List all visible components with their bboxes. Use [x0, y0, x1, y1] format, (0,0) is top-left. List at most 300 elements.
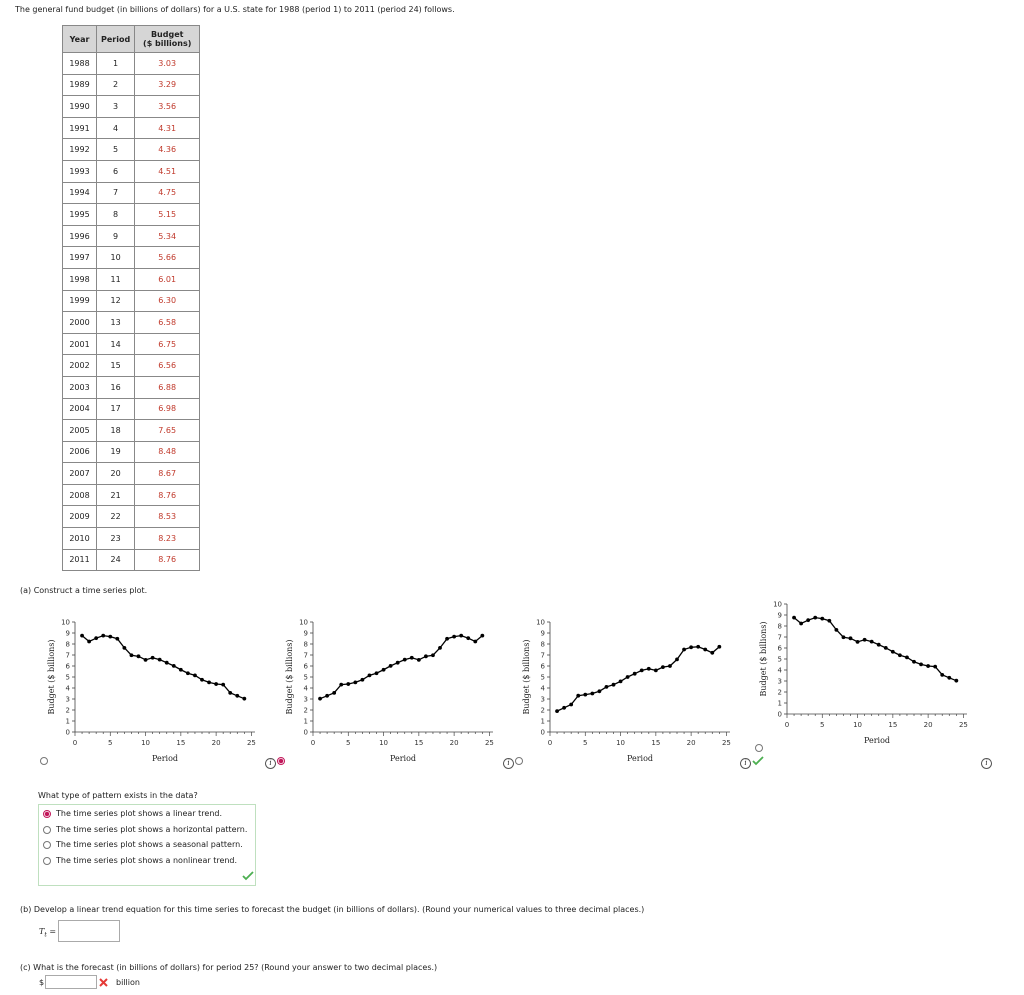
y-tick-label: 2 [65, 706, 70, 715]
table-row [63, 441, 200, 463]
y-tick-label: 4 [540, 684, 545, 693]
col-budget: Budget ($ billions) [135, 26, 200, 53]
period-cell: 2 [97, 74, 135, 96]
x-tick-label: 5 [583, 739, 588, 747]
y-tick-label: 0 [65, 728, 70, 737]
year-cell: 2000 [63, 312, 97, 334]
data-point [891, 650, 895, 654]
data-point [445, 637, 449, 641]
y-tick-label: 10 [299, 618, 308, 627]
check-icon [752, 756, 764, 766]
x-tick-label: 15 [651, 739, 661, 747]
data-point [431, 653, 435, 657]
y-tick-label: 9 [540, 629, 545, 638]
col-year: Year [63, 26, 97, 53]
year-cell: 2004 [63, 398, 97, 420]
year-cell: 2010 [63, 528, 97, 550]
data-point [214, 682, 218, 686]
y-tick-label: 7 [540, 651, 545, 660]
y-tick-label: 6 [540, 662, 545, 671]
period-cell: 22 [97, 506, 135, 528]
data-point [668, 664, 672, 668]
period-cell: 17 [97, 398, 135, 420]
data-point [200, 678, 204, 682]
x-tick-label: 10 [141, 739, 151, 747]
data-point [717, 645, 721, 649]
y-tick-label: 1 [540, 717, 545, 726]
trend-equation-input[interactable] [58, 920, 120, 942]
y-tick-label: 3 [540, 695, 545, 704]
data-point [813, 616, 817, 620]
y-tick-label: 4 [777, 666, 782, 675]
budget-cell: 8.67 [135, 463, 200, 485]
y-tick-label: 7 [777, 633, 782, 642]
budget-cell: 6.88 [135, 376, 200, 398]
series-line [320, 636, 482, 699]
y-tick-label: 7 [303, 651, 308, 660]
data-point [640, 669, 644, 673]
data-point [626, 675, 630, 679]
data-point [339, 683, 343, 687]
table-row [63, 355, 200, 377]
x-tick-label: 0 [547, 739, 553, 747]
x-tick-label: 25 [958, 721, 968, 729]
series-line [794, 618, 956, 681]
data-point [820, 617, 824, 621]
data-point [877, 643, 881, 647]
budget-cell: 5.34 [135, 225, 200, 247]
data-point [654, 669, 658, 673]
check-icon [242, 871, 254, 881]
data-point [576, 694, 580, 698]
data-point [151, 656, 155, 660]
radio-icon[interactable] [43, 857, 51, 865]
col-period: Period [97, 26, 135, 53]
x-tick-label: 25 [246, 739, 256, 747]
x-tick-label: 25 [484, 739, 494, 747]
info-icon[interactable]: i [740, 758, 751, 769]
budget-cell: 6.01 [135, 268, 200, 290]
x-axis-label: Period [626, 754, 654, 763]
radio-icon[interactable] [43, 841, 51, 849]
period-cell: 1 [97, 53, 135, 75]
y-tick-label: 7 [65, 651, 70, 660]
data-point [389, 664, 393, 668]
data-point [870, 640, 874, 644]
data-point [947, 676, 951, 680]
data-point [193, 673, 197, 677]
data-point [898, 653, 902, 657]
series-line [82, 636, 244, 699]
pattern-question: What type of pattern exists in the data? [38, 791, 198, 800]
x-tick-label: 15 [888, 721, 898, 729]
y-tick-label: 9 [777, 611, 782, 620]
data-point [661, 665, 665, 669]
data-point [583, 693, 587, 697]
data-point [221, 683, 225, 687]
data-point [332, 691, 336, 695]
data-point [569, 703, 573, 707]
period-cell: 19 [97, 441, 135, 463]
data-point [926, 664, 930, 668]
x-axis-label: Period [863, 736, 891, 745]
plot-option-3-radio[interactable] [515, 757, 523, 765]
budget-cell: 8.76 [135, 549, 200, 571]
x-tick-label: 5 [820, 721, 825, 729]
data-point [452, 635, 456, 639]
data-point [403, 658, 407, 662]
x-tick-label: 20 [923, 721, 933, 729]
period-cell: 7 [97, 182, 135, 204]
data-point [459, 634, 463, 638]
period-cell: 24 [97, 549, 135, 571]
year-cell: 1996 [63, 225, 97, 247]
data-point [633, 672, 637, 676]
budget-cell: 4.36 [135, 139, 200, 161]
data-point [619, 680, 623, 684]
data-point [94, 636, 98, 640]
budget-cell: 6.98 [135, 398, 200, 420]
year-cell: 2006 [63, 441, 97, 463]
period-cell: 5 [97, 139, 135, 161]
info-icon[interactable]: i [981, 758, 992, 769]
period-cell: 20 [97, 463, 135, 485]
data-point [597, 689, 601, 693]
period-cell: 13 [97, 312, 135, 334]
year-cell: 1999 [63, 290, 97, 312]
budget-cell: 6.75 [135, 333, 200, 355]
data-point [172, 664, 176, 668]
year-cell: 2001 [63, 333, 97, 355]
y-tick-label: 8 [540, 640, 545, 649]
currency-symbol: $ [39, 978, 45, 987]
data-point [919, 662, 923, 666]
data-point [682, 648, 686, 652]
data-point [410, 656, 414, 660]
data-point [940, 673, 944, 677]
year-cell: 2003 [63, 376, 97, 398]
data-point [242, 697, 246, 701]
data-point [863, 638, 867, 642]
data-point [115, 637, 119, 641]
data-point [605, 685, 609, 689]
x-tick-label: 5 [346, 739, 351, 747]
pattern-option-linear[interactable]: The time series plot shows a linear trend. [43, 809, 222, 818]
data-point [144, 658, 148, 662]
pattern-option-nonlinear[interactable]: The time series plot shows a nonlinear trend. [43, 856, 237, 865]
data-point [165, 661, 169, 665]
period-cell: 4 [97, 117, 135, 139]
x-tick-label: 10 [853, 721, 863, 729]
data-point [834, 628, 838, 632]
data-point [80, 634, 84, 638]
y-tick-label: 1 [65, 717, 70, 726]
table-row [63, 398, 200, 420]
data-point [856, 640, 860, 644]
forecast-input[interactable] [45, 975, 97, 989]
data-point [954, 679, 958, 683]
data-point [675, 658, 679, 662]
data-point [101, 634, 105, 638]
data-point [87, 640, 91, 644]
unit-label: billion [116, 978, 140, 987]
period-cell: 12 [97, 290, 135, 312]
data-point [235, 694, 239, 698]
y-axis-label: Budget ($ billions) [285, 639, 294, 715]
period-cell: 15 [97, 355, 135, 377]
trend-label: $T_t$ = [39, 927, 57, 939]
table-row [63, 290, 200, 312]
data-point [346, 682, 350, 686]
period-cell: 6 [97, 160, 135, 182]
data-point [466, 636, 470, 640]
x-tick-label: 15 [414, 739, 424, 747]
y-tick-label: 5 [303, 673, 308, 682]
period-cell: 10 [97, 247, 135, 269]
data-point [325, 694, 329, 698]
data-point [555, 709, 559, 713]
x-tick-label: 20 [449, 739, 459, 747]
budget-cell: 8.76 [135, 484, 200, 506]
info-icon[interactable]: i [265, 758, 276, 769]
y-tick-label: 3 [777, 677, 782, 686]
y-tick-label: 0 [540, 728, 545, 737]
period-cell: 21 [97, 484, 135, 506]
y-tick-label: 8 [65, 640, 70, 649]
plot-option-1 [45, 618, 265, 768]
data-point [179, 668, 183, 672]
x-tick-label: 20 [686, 739, 696, 747]
y-tick-label: 5 [540, 673, 545, 682]
pattern-option-horizontal[interactable]: The time series plot shows a horizontal pattern. [43, 825, 247, 834]
budget-cell: 6.30 [135, 290, 200, 312]
budget-cell: 4.75 [135, 182, 200, 204]
year-cell: 1989 [63, 74, 97, 96]
budget-cell: 8.53 [135, 506, 200, 528]
year-cell: 1994 [63, 182, 97, 204]
wrong-icon [99, 978, 108, 987]
year-cell: 1991 [63, 117, 97, 139]
data-point [710, 651, 714, 655]
budget-cell: 7.65 [135, 420, 200, 442]
y-tick-label: 6 [303, 662, 308, 671]
y-tick-label: 3 [303, 695, 308, 704]
y-tick-label: 1 [303, 717, 308, 726]
year-cell: 1995 [63, 204, 97, 226]
y-tick-label: 9 [65, 629, 70, 638]
data-point [703, 648, 707, 652]
year-cell: 2002 [63, 355, 97, 377]
budget-cell: 6.58 [135, 312, 200, 334]
y-tick-label: 0 [303, 728, 308, 737]
table-row [63, 549, 200, 571]
year-cell: 1997 [63, 247, 97, 269]
y-tick-label: 2 [777, 688, 782, 697]
year-cell: 2009 [63, 506, 97, 528]
period-cell: 9 [97, 225, 135, 247]
plot-option-4 [757, 600, 977, 750]
data-point [480, 634, 484, 638]
intro-text: The general fund budget (in billions of dollars) for a U.S. state for 1988 (period 1) to 2011 (period 24) follows. [15, 5, 455, 14]
table-row [63, 247, 200, 269]
data-point [647, 667, 651, 671]
data-point [562, 706, 566, 710]
data-point [849, 636, 853, 640]
y-tick-label: 4 [65, 684, 70, 693]
data-point [424, 654, 428, 658]
table-row [63, 463, 200, 485]
pattern-option-seasonal[interactable]: The time series plot shows a seasonal pattern. [43, 840, 243, 849]
y-axis-label: Budget ($ billions) [47, 639, 56, 715]
period-cell: 16 [97, 376, 135, 398]
y-tick-label: 6 [65, 662, 70, 671]
table-row [63, 268, 200, 290]
x-axis-label: Period [389, 754, 417, 763]
y-tick-label: 5 [65, 673, 70, 682]
plot-option-1-radio[interactable] [40, 757, 48, 765]
y-tick-label: 10 [536, 618, 545, 627]
year-cell: 2005 [63, 420, 97, 442]
x-tick-label: 0 [72, 739, 78, 747]
period-cell: 18 [97, 420, 135, 442]
series-line [557, 647, 719, 711]
table-row [63, 74, 200, 96]
table-row [63, 117, 200, 139]
budget-cell: 6.56 [135, 355, 200, 377]
data-point [122, 646, 126, 650]
table-row [63, 376, 200, 398]
x-tick-label: 15 [176, 739, 186, 747]
table-row [63, 484, 200, 506]
plot-option-3 [520, 618, 740, 768]
year-cell: 1990 [63, 96, 97, 118]
data-point [417, 658, 421, 662]
budget-cell: 5.66 [135, 247, 200, 269]
year-cell: 1992 [63, 139, 97, 161]
part-a-label: (a) Construct a time series plot. [20, 586, 148, 595]
period-cell: 23 [97, 528, 135, 550]
y-tick-label: 2 [540, 706, 545, 715]
y-axis-label: Budget ($ billions) [759, 621, 768, 697]
budget-cell: 4.51 [135, 160, 200, 182]
x-tick-label: 10 [379, 739, 389, 747]
y-tick-label: 4 [303, 684, 308, 693]
table-row [63, 139, 200, 161]
year-cell: 1998 [63, 268, 97, 290]
info-icon[interactable]: i [503, 758, 514, 769]
table-row [63, 506, 200, 528]
y-tick-label: 3 [65, 695, 70, 704]
data-point [318, 697, 322, 701]
x-tick-label: 0 [784, 721, 790, 729]
x-tick-label: 0 [310, 739, 316, 747]
data-point [396, 661, 400, 665]
y-tick-label: 10 [61, 618, 70, 627]
radio-icon[interactable] [43, 826, 51, 834]
y-tick-label: 8 [777, 622, 782, 631]
budget-cell: 3.03 [135, 53, 200, 75]
budget-cell: 5.15 [135, 204, 200, 226]
y-axis-label: Budget ($ billions) [522, 639, 531, 715]
y-tick-label: 1 [777, 699, 782, 708]
data-point [912, 660, 916, 664]
data-point [186, 671, 190, 675]
data-point [799, 622, 803, 626]
year-cell: 2007 [63, 463, 97, 485]
budget-cell: 3.56 [135, 96, 200, 118]
plot-option-2-radio[interactable] [277, 757, 285, 765]
data-point [228, 691, 232, 695]
year-cell: 1993 [63, 160, 97, 182]
period-cell: 11 [97, 268, 135, 290]
budget-cell: 3.29 [135, 74, 200, 96]
data-point [473, 640, 477, 644]
y-tick-label: 5 [777, 655, 782, 664]
table-row [63, 53, 200, 75]
data-point [382, 668, 386, 672]
period-cell: 8 [97, 204, 135, 226]
data-point [884, 646, 888, 650]
data-point [207, 680, 211, 684]
x-tick-label: 20 [211, 739, 221, 747]
budget-cell: 8.23 [135, 528, 200, 550]
data-point [590, 692, 594, 696]
year-cell: 2008 [63, 484, 97, 506]
data-point [806, 618, 810, 622]
data-point [612, 683, 616, 687]
data-point [375, 671, 379, 675]
y-tick-label: 0 [777, 710, 782, 719]
plot-option-4-radio[interactable] [755, 744, 763, 752]
table-row [63, 96, 200, 118]
x-tick-label: 5 [108, 739, 113, 747]
data-point [696, 645, 700, 649]
data-point [842, 635, 846, 639]
data-point [689, 645, 693, 649]
data-point [827, 619, 831, 623]
period-cell: 14 [97, 333, 135, 355]
x-tick-label: 10 [616, 739, 626, 747]
data-point [108, 635, 112, 639]
table-row [63, 312, 200, 334]
part-c-text: (c) What is the forecast (in billions of dollars) for period 25? (Round your answer to two decimal places.) [20, 963, 438, 972]
table-row [63, 420, 200, 442]
data-point [905, 655, 909, 659]
x-axis-label: Period [151, 754, 179, 763]
data-point [360, 678, 364, 682]
y-tick-label: 2 [303, 706, 308, 715]
y-tick-label: 9 [303, 629, 308, 638]
data-table [62, 25, 200, 571]
data-point [933, 665, 937, 669]
plot-option-2 [283, 618, 503, 768]
table-row [63, 333, 200, 355]
data-point [438, 646, 442, 650]
y-tick-label: 10 [773, 600, 782, 609]
y-tick-label: 8 [303, 640, 308, 649]
part-b-text: (b) Develop a linear trend equation for this time series to forecast the budget (in billions of dollars). (Round your numerical values to three decimal places.) [20, 905, 645, 914]
table-row [63, 182, 200, 204]
year-cell: 2011 [63, 549, 97, 571]
y-tick-label: 6 [777, 644, 782, 653]
data-point [353, 680, 357, 684]
table-row [63, 225, 200, 247]
table-row [63, 160, 200, 182]
data-point [137, 654, 141, 658]
radio-icon[interactable] [43, 810, 51, 818]
data-point [792, 616, 796, 620]
table-row [63, 528, 200, 550]
